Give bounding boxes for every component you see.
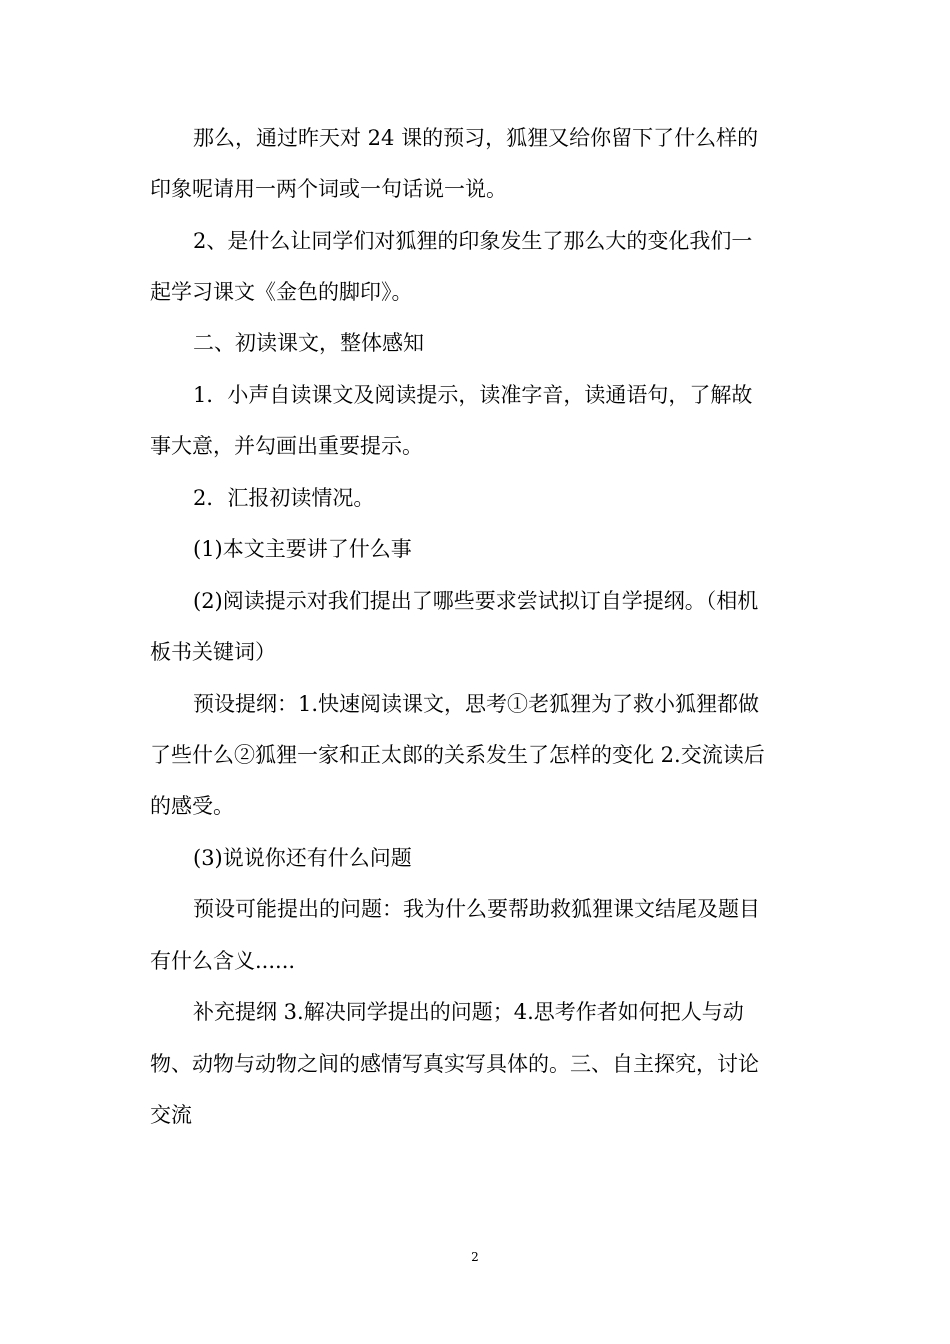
paragraph-line: (1)本文主要讲了什么事 [193,537,412,561]
section-heading: 二、初读课文，整体感知 [193,331,424,355]
paragraph-line: 板书关键词） [150,640,276,664]
paragraph-line: 补充提纲 3.解决同学提出的问题；4.思考作者如何把人与动 [193,1000,744,1024]
paragraph-line: 有什么含义...... [150,949,296,973]
paragraph-line: (3)说说你还有什么问题 [193,846,412,870]
paragraph-line: 了些什么②狐狸一家和正太郎的关系发生了怎样的变化 2.交流读后 [150,743,765,767]
paragraph-line: 预设可能提出的问题：我为什么要帮助救狐狸课文结尾及题目 [193,897,760,921]
paragraph-line: 事大意，并勾画出重要提示。 [150,434,423,458]
paragraph-line: 那么，通过昨天对 24 课的预习，狐狸又给你留下了什么样的 [193,126,759,150]
paragraph-line: 起学习课文《金色的脚印》。 [150,280,413,304]
paragraph-line: 物、动物与动物之间的感情写真实写具体的。三、自主探究，讨论 [150,1052,759,1076]
paragraph-line: 的感受。 [150,794,234,818]
paragraph-line: 2．汇报初读情况。 [193,486,375,510]
paragraph-line: (2)阅读提示对我们提出了哪些要求尝试拟订自学提纲。（相机 [193,589,759,613]
paragraph-line: 交流 [150,1103,192,1127]
paragraph-line: 2、是什么让同学们对狐狸的印象发生了那么大的变化我们一 [193,229,753,253]
page-number: 2 [471,1250,479,1264]
paragraph-line: 1．小声自读课文及阅读提示，读准字音，读通语句，了解故 [193,383,753,407]
paragraph-line: 印象呢请用一两个词或一句话说一说。 [150,177,507,201]
paragraph-line: 预设提纲：1.快速阅读课文，思考①老狐狸为了救小狐狸都做 [193,692,760,716]
